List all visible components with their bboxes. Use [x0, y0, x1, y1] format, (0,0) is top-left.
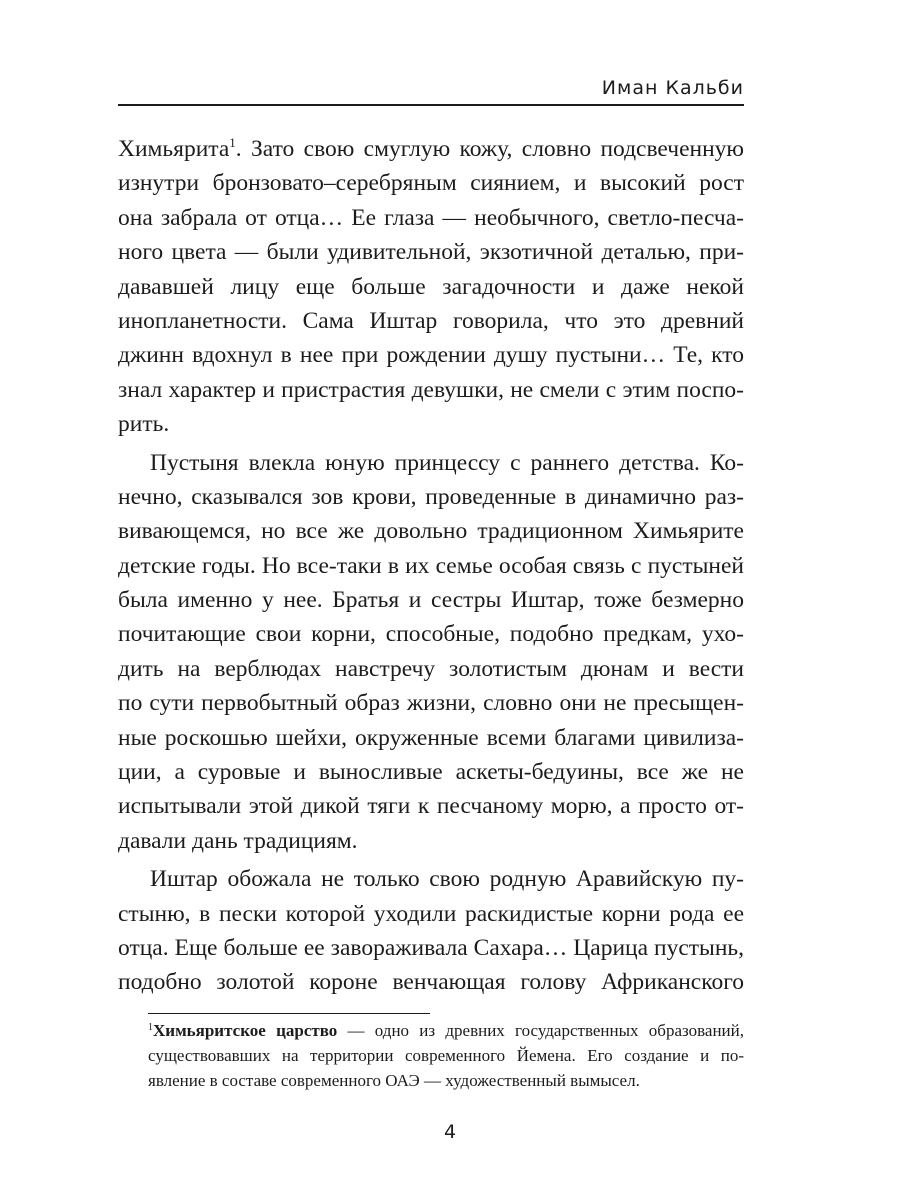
body-line: инопланетности. Сама Иштар говорила, что это древний — [118, 307, 744, 334]
footnote-mark: 1 — [148, 1022, 153, 1033]
body-text — [118, 132, 744, 1000]
footnote-reference[interactable]: 1 — [229, 135, 236, 150]
running-head-author: Иман Кальби — [601, 77, 744, 99]
body-line-text: . Зато свою смуглую кожу, словно подсвеченную — [235, 136, 744, 162]
body-line: ные роскошью шейхи, окруженные всеми благами цивилиза- — [118, 724, 744, 751]
body-line: ции, а суровые и выносливые аскеты-бедуины, все же не — [118, 759, 744, 786]
body-line: ного цвета — были удивительной, экзотичной деталью, при- — [118, 239, 744, 266]
footnote — [148, 1018, 744, 1093]
body-line: вивающемся, но все же довольно традиционном Химьярите — [118, 518, 744, 545]
page-number: 4 — [443, 1121, 457, 1143]
body-line: нечно, сказывался зов крови, проведенные в динамично раз- — [118, 483, 744, 510]
body-line: Пустыня влекла юную принцессу с раннего детства. Ко- — [150, 449, 744, 476]
body-line: давали дань традициям. — [118, 827, 358, 854]
header-rule — [118, 104, 744, 106]
body-line: рить. — [118, 411, 170, 438]
body-line: отца. Еще больше ее завораживала Сахара… Царица пустынь, — [118, 934, 744, 961]
footnote-text: — одно из древних государственных образований, — [337, 1021, 744, 1040]
footnote-line — [148, 1018, 744, 1043]
footnote-line: явление в составе современного ОАЭ — художественный вымысел. — [148, 1071, 640, 1090]
body-line: по сути первобытный образ жизни, словно они не пресыщен- — [118, 690, 744, 717]
body-line: стыню, в пески которой уходили раскидистые корни рода ее — [118, 900, 744, 927]
body-line: Иштар обожала не только свою родную Аравийскую пу- — [150, 866, 744, 893]
body-line: дававшей лицу еще больше загадочности и даже некой — [118, 273, 744, 300]
footnote-separator — [148, 1013, 430, 1014]
body-line — [118, 132, 744, 166]
body-line: подобно золотой короне венчающая голову Африканского — [118, 969, 744, 996]
body-line: испытывали этой дикой тяги к песчаному морю, а просто от- — [118, 793, 744, 820]
body-line: изнутри бронзовато–серебряным сиянием, и высокий рост — [118, 170, 744, 197]
body-line: была именно у нее. Братья и сестры Иштар, тоже безмерно — [118, 587, 744, 614]
body-line-text: Химьярита — [118, 136, 230, 162]
footnote-line: существовавших на территории современного Йемена. Его создание и по- — [148, 1046, 744, 1065]
body-line: детские годы. Но все-таки в их семье особая связь с пустыней — [118, 552, 744, 579]
body-line: знал характер и пристрастия девушки, не смели с этим поспо- — [118, 376, 744, 403]
body-line: дить на верблюдах навстречу золотистым дюнам и вести — [118, 655, 744, 682]
body-line: почитающие свои корни, способные, подобно предкам, ухо- — [118, 621, 744, 648]
footnote-term: Химьяритское царство — [153, 1021, 338, 1040]
body-line: она забрала от отца… Ее глаза — необычного, светло-песча- — [118, 204, 744, 231]
body-line: джинн вдохнул в нее при рождении душу пустыни… Те, кто — [118, 342, 744, 369]
